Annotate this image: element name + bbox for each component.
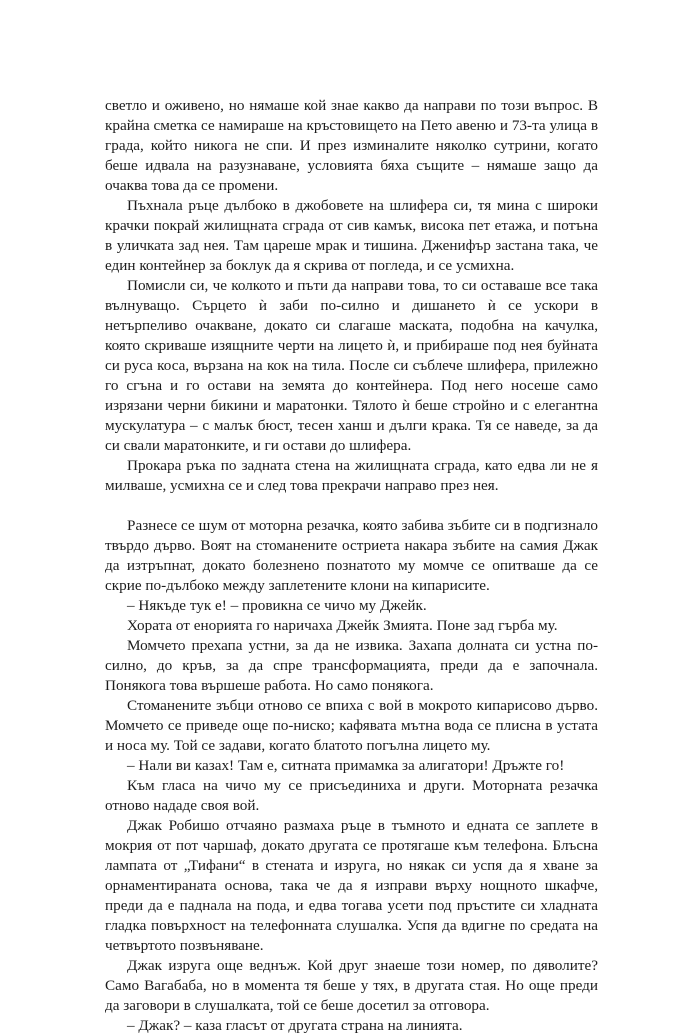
paragraph-chainsaw: Разнесе се шум от моторна резачка, която забива зъбите си в подгизнало твърдо дърво. Воят на стоманените остриета накара зъбите на самия Джак да изтръпнат, докато болезнено познатото му момче се опитваше да се скрие по-дълбоко между заплетените клони на кипарисите. <box>105 517 598 594</box>
paragraph-phone: Джак Робишо отчаяно размаха ръце в тъмното и едната се заплете в мокрия от пот чаршаф, докато другата се протягаше към телефона. Блъсна лампата от „Тифани“ в стената и изруга, но някак си успя да я хване за орнаментираната основа, така че да я изправи върху нощното шкафче, преди да е паднала на пода, и едва тогава усети под пръстите си хладната гладка повърхност на телефонната слушалка. Успя да вдигне по средата на четвъртото позвъняване. <box>105 817 598 954</box>
paragraph-dialogue-3: – Джак? – каза гласът от другата страна на линията. <box>127 1017 463 1034</box>
paragraph-curse: Джак изруга още веднъж. Кой друг знаеше този номер, по дяволите? Само Вагабаба, но в момента тя беше у тях, в другата стая. Но още преди да заговори в слушалката, той се беше досетил за отговора. <box>105 957 598 1014</box>
paragraph-swamp: Стоманените зъбци отново се впиха с вой в мокрото кипарисово дърво. Момчето се приведе още по-ниско; кафявата мътна вода се плисна в устата и носа му. Той се задави, когато блатото погълна лицето му. <box>105 697 598 754</box>
paragraph-lip: Момчето прехапа устни, за да не извика. Захапа долната си устна по-силно, до кръв, за да спре трансформацията, преди да е започнала. Понякога това вършеше работа. Но само понякога. <box>105 637 598 694</box>
paragraph-mask: Помисли си, че колкото и пъти да направи това, то си оставаше все така вълнуващо. Сърцето ѝ заби по-силно и дишането ѝ се ускори в нетърпеливо очакване, докато си слагаше маската, подобна на качулка, която скриваше изящните черти на лицето ѝ, и прибираше под нея буйната си руса коса, вързана на кок на тила. После си съблече шлифера, прилежно го сгъна и го остави на земята до контейнера. Под него носеше само изрязани черни бикини и маратонки. Тялото ѝ беше стройно и с елегантна мускулатура – с малък бюст, тесен ханш и дълги крака. Тя се наведе, за да си свали маратонките, и ги остави до шлифера. <box>105 277 598 454</box>
paragraph-snake: Хората от енорията го наричаха Джейк Змията. Поне зад гърба му. <box>127 617 558 634</box>
paragraph-wall: Прокара ръка по задната стена на жилищната сграда, като едва ли не я милваше, усмихна се и след това прекрачи направо през нея. <box>105 457 598 494</box>
paragraph-voices: Към гласа на чичо му се присъединиха и други. Моторната резачка отново нададе своя вой. <box>105 777 598 814</box>
paragraph-continued: светло и оживено, но нямаше кой знае какво да направи по този въпрос. В крайна сметка се намираше на кръстовището на Пето авеню и 73-та улица в града, който никога не спи. И през изминалите няколко сутрини, когато беше идвала на разузнаване, условията бяха същите – нямаше защо да очаква това да се промени. <box>105 97 598 194</box>
paragraph-dialogue-2: – Нали ви казах! Там е, ситната примамка за алигатори! Дръжте го! <box>127 757 565 774</box>
paragraph-dialogue-1: – Някъде тук е! – провикна се чичо му Джейк. <box>127 597 427 614</box>
book-page <box>105 96 598 1036</box>
paragraph-coat: Пъхнала ръце дълбоко в джобовете на шлифера си, тя мина с широки крачки покрай жилищната сграда от сив камък, висока пет етажа, и потъна в уличката зад нея. Там цареше мрак и тишина. Дженифър застана така, че един контейнер за боклук да я скрива от погледа, и се усмихна. <box>105 197 598 274</box>
